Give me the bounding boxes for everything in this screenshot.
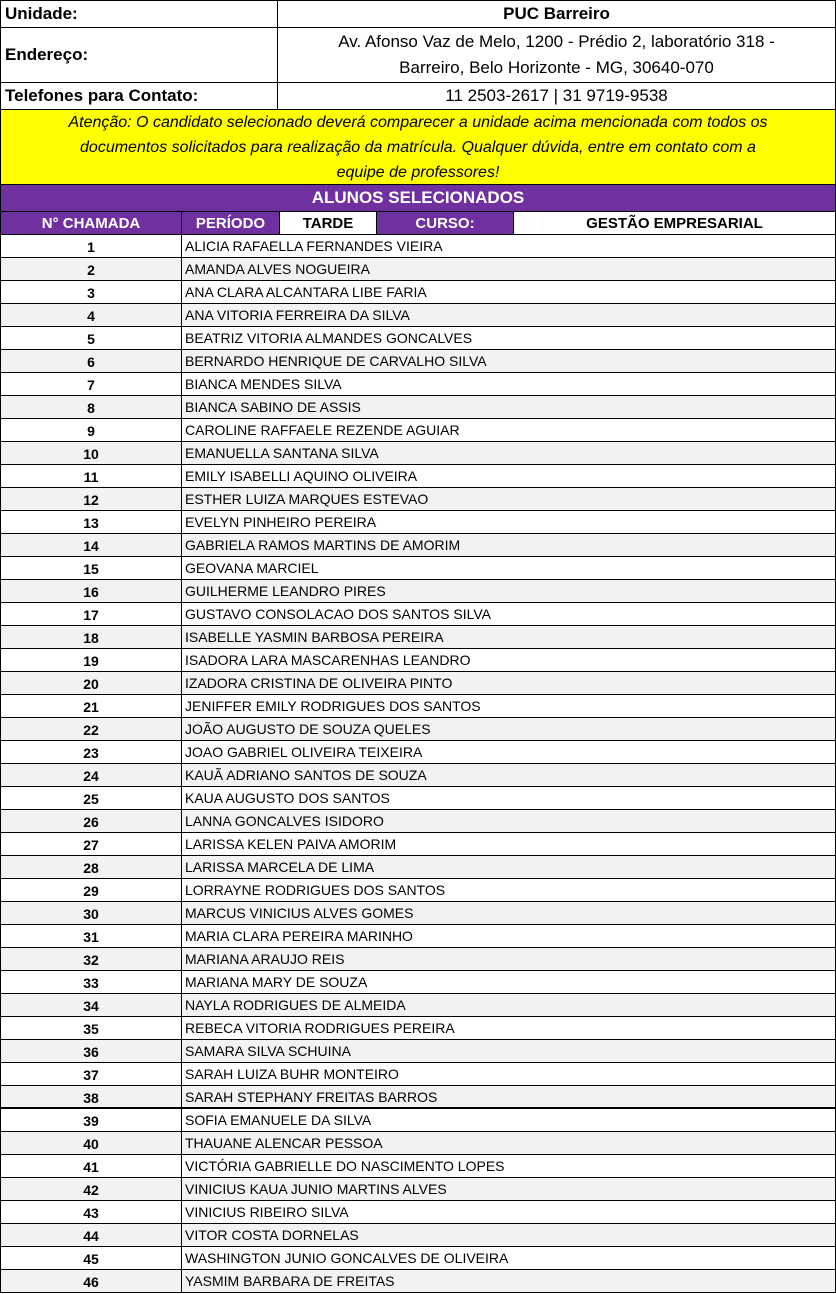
table-row <box>1 235 835 258</box>
chamada-number: 41 <box>1 1155 182 1177</box>
table-row <box>1 1017 835 1040</box>
table-row <box>1 1224 835 1247</box>
chamada-number: 23 <box>1 741 182 763</box>
table-row <box>1 557 835 580</box>
chamada-number: 29 <box>1 879 182 901</box>
chamada-number: 39 <box>1 1109 182 1131</box>
endereco-row <box>1 28 835 83</box>
student-name: EMILY ISABELLI AQUINO OLIVEIRA <box>185 468 418 484</box>
student-name: VINICIUS KAUA JUNIO MARTINS ALVES <box>185 1181 447 1197</box>
chamada-number: 19 <box>1 649 182 671</box>
unidade-value: PUC Barreiro <box>503 4 610 23</box>
student-name: ISABELLE YASMIN BARBOSA PEREIRA <box>185 629 444 645</box>
table-row <box>1 1132 835 1155</box>
table-row <box>1 718 835 741</box>
student-name: GEOVANA MARCIEL <box>185 560 319 576</box>
chamada-number: 5 <box>1 327 182 349</box>
table-row <box>1 1247 835 1270</box>
table-row <box>1 833 835 856</box>
student-name: JOÃO AUGUSTO DE SOUZA QUELES <box>185 721 431 737</box>
student-name: EVELYN PINHEIRO PEREIRA <box>185 514 377 530</box>
chamada-number: 44 <box>1 1224 182 1246</box>
student-name: MARIA CLARA PEREIRA MARINHO <box>185 928 413 944</box>
student-name: ANA CLARA ALCANTARA LIBE FARIA <box>185 284 427 300</box>
chamada-number: 35 <box>1 1017 182 1039</box>
endereco-label: Endereço: <box>1 28 278 82</box>
table-row <box>1 1086 835 1109</box>
table-row <box>1 396 835 419</box>
telefones-value: 11 2503-2617 | 31 9719-9538 <box>445 86 668 105</box>
student-name: LANNA GONCALVES ISIDORO <box>185 813 384 829</box>
chamada-number: 13 <box>1 511 182 533</box>
chamada-number: 26 <box>1 810 182 832</box>
student-name: SARAH LUIZA BUHR MONTEIRO <box>185 1066 399 1082</box>
student-name: VINICIUS RIBEIRO SILVA <box>185 1204 349 1220</box>
chamada-number: 31 <box>1 925 182 947</box>
student-name: JENIFFER EMILY RODRIGUES DOS SANTOS <box>185 698 481 714</box>
unidade-label: Unidade: <box>1 1 278 27</box>
table-row <box>1 879 835 902</box>
chamada-number: 27 <box>1 833 182 855</box>
table-row <box>1 1040 835 1063</box>
table-row <box>1 603 835 626</box>
chamada-number: 3 <box>1 281 182 303</box>
chamada-number: 30 <box>1 902 182 924</box>
student-name: AMANDA ALVES NOGUEIRA <box>185 261 370 277</box>
chamada-number: 7 <box>1 373 182 395</box>
chamada-number: 2 <box>1 258 182 280</box>
telefones-label: Telefones para Contato: <box>1 83 278 109</box>
chamada-number: 6 <box>1 350 182 372</box>
table-row <box>1 350 835 373</box>
student-name: MARCUS VINICIUS ALVES GOMES <box>185 905 414 921</box>
endereco-line1: Av. Afonso Vaz de Melo, 1200 - Prédio 2, laboratório 318 - <box>338 32 775 51</box>
chamada-number: 11 <box>1 465 182 487</box>
student-name: MARIANA ARAUJO REIS <box>185 951 345 967</box>
table-row <box>1 373 835 396</box>
chamada-number: 1 <box>1 235 182 257</box>
student-name: BIANCA SABINO DE ASSIS <box>185 399 361 415</box>
chamada-number: 33 <box>1 971 182 993</box>
chamada-header: N° CHAMADA <box>1 212 182 234</box>
curso-header: CURSO: <box>377 212 514 234</box>
table-row <box>1 649 835 672</box>
student-name: REBECA VITORIA RODRIGUES PEREIRA <box>185 1020 455 1036</box>
table-row <box>1 488 835 511</box>
chamada-number: 16 <box>1 580 182 602</box>
chamada-number: 38 <box>1 1086 182 1107</box>
notice-line3: equipe de professores! <box>336 164 500 181</box>
student-name: GABRIELA RAMOS MARTINS DE AMORIM <box>185 537 461 553</box>
table-row <box>1 994 835 1017</box>
chamada-number: 43 <box>1 1201 182 1223</box>
student-name: IZADORA CRISTINA DE OLIVEIRA PINTO <box>185 675 453 691</box>
table-row <box>1 764 835 787</box>
table-row <box>1 1063 835 1086</box>
table-row <box>1 626 835 649</box>
table-row <box>1 810 835 833</box>
table-row <box>1 1270 835 1293</box>
student-name: ALICIA RAFAELLA FERNANDES VIEIRA <box>185 238 443 254</box>
table-row <box>1 1109 835 1132</box>
student-name: THAUANE ALENCAR PESSOA <box>185 1135 383 1151</box>
chamada-number: 9 <box>1 419 182 441</box>
student-name: SOFIA EMANUELE DA SILVA <box>185 1112 372 1128</box>
curso-value: GESTÃO EMPRESARIAL <box>514 212 835 234</box>
table-row <box>1 741 835 764</box>
student-name: ESTHER LUIZA MARQUES ESTEVAO <box>185 491 429 507</box>
table-row <box>1 465 835 488</box>
student-name: VICTÓRIA GABRIELLE DO NASCIMENTO LOPES <box>185 1158 505 1174</box>
student-list <box>1 235 835 1293</box>
table-row <box>1 419 835 442</box>
table-row <box>1 1178 835 1201</box>
attention-notice <box>1 110 835 185</box>
student-name: NAYLA RODRIGUES DE ALMEIDA <box>185 997 406 1013</box>
student-name: ANA VITORIA FERREIRA DA SILVA <box>185 307 410 323</box>
student-name: CAROLINE RAFFAELE REZENDE AGUIAR <box>185 422 460 438</box>
chamada-number: 42 <box>1 1178 182 1200</box>
student-name: BERNARDO HENRIQUE DE CARVALHO SILVA <box>185 353 487 369</box>
chamada-number: 17 <box>1 603 182 625</box>
student-name: KAUÃ ADRIANO SANTOS DE SOUZA <box>185 767 427 783</box>
student-name: LARISSA KELEN PAIVA AMORIM <box>185 836 397 852</box>
student-name: BIANCA MENDES SILVA <box>185 376 342 392</box>
table-row <box>1 925 835 948</box>
student-name: BEATRIZ VITORIA ALMANDES GONCALVES <box>185 330 473 346</box>
chamada-number: 34 <box>1 994 182 1016</box>
chamada-number: 4 <box>1 304 182 326</box>
student-name: ISADORA LARA MASCARENHAS LEANDRO <box>185 652 471 668</box>
chamada-number: 28 <box>1 856 182 878</box>
student-name: SAMARA SILVA SCHUINA <box>185 1043 351 1059</box>
student-name: EMANUELLA SANTANA SILVA <box>185 445 379 461</box>
student-name: VITOR COSTA DORNELAS <box>185 1227 359 1243</box>
chamada-number: 15 <box>1 557 182 579</box>
student-name: SARAH STEPHANY FREITAS BARROS <box>185 1088 438 1105</box>
column-header-row <box>1 212 835 235</box>
student-name: WASHINGTON JUNIO GONCALVES DE OLIVEIRA <box>185 1250 509 1266</box>
chamada-number: 40 <box>1 1132 182 1154</box>
table-row <box>1 1155 835 1178</box>
table-row <box>1 534 835 557</box>
table-row <box>1 580 835 603</box>
endereco-line2: Barreiro, Belo Horizonte - MG, 30640-070 <box>399 58 714 77</box>
chamada-number: 36 <box>1 1040 182 1062</box>
table-row <box>1 442 835 465</box>
chamada-number: 10 <box>1 442 182 464</box>
table-row <box>1 258 835 281</box>
table-row <box>1 948 835 971</box>
chamada-number: 20 <box>1 672 182 694</box>
chamada-number: 21 <box>1 695 182 717</box>
student-name: JOAO GABRIEL OLIVEIRA TEIXEIRA <box>185 744 423 760</box>
chamada-number: 18 <box>1 626 182 648</box>
table-row <box>1 327 835 350</box>
table-row <box>1 971 835 994</box>
chamada-number: 46 <box>1 1270 182 1292</box>
student-name: MARIANA MARY DE SOUZA <box>185 974 368 990</box>
chamada-number: 8 <box>1 396 182 418</box>
student-name: LARISSA MARCELA DE LIMA <box>185 859 375 875</box>
chamada-number: 12 <box>1 488 182 510</box>
table-row <box>1 695 835 718</box>
periodo-header: PERÍODO <box>182 212 280 234</box>
chamada-number: 25 <box>1 787 182 809</box>
section-title: ALUNOS SELECIONADOS <box>1 185 835 212</box>
table-row <box>1 856 835 879</box>
chamada-number: 14 <box>1 534 182 556</box>
student-name: GUILHERME LEANDRO PIRES <box>185 583 386 599</box>
unidade-row <box>1 1 835 28</box>
table-row <box>1 902 835 925</box>
student-name: KAUA AUGUSTO DOS SANTOS <box>185 790 390 806</box>
periodo-value: TARDE <box>280 212 377 234</box>
chamada-number: 37 <box>1 1063 182 1085</box>
endereco-value <box>278 28 835 82</box>
student-name: GUSTAVO CONSOLACAO DOS SANTOS SILVA <box>185 606 491 622</box>
chamada-number: 45 <box>1 1247 182 1269</box>
table-row <box>1 1201 835 1224</box>
chamada-number: 24 <box>1 764 182 786</box>
notice-line1: Atenção: O candidato selecionado deverá comparecer a unidade acima mencionada com todos os <box>68 114 768 131</box>
table-row <box>1 281 835 304</box>
chamada-number: 22 <box>1 718 182 740</box>
table-row <box>1 672 835 695</box>
telefones-row <box>1 83 835 110</box>
student-name: YASMIM BARBARA DE FREITAS <box>185 1273 395 1289</box>
table-row <box>1 304 835 327</box>
chamada-number: 32 <box>1 948 182 970</box>
notice-line2: documentos solicitados para realização da matrícula. Qualquer dúvida, entre em contato com a <box>80 139 756 156</box>
table-row <box>1 787 835 810</box>
student-name: LORRAYNE RODRIGUES DOS SANTOS <box>185 882 446 898</box>
table-row <box>1 511 835 534</box>
